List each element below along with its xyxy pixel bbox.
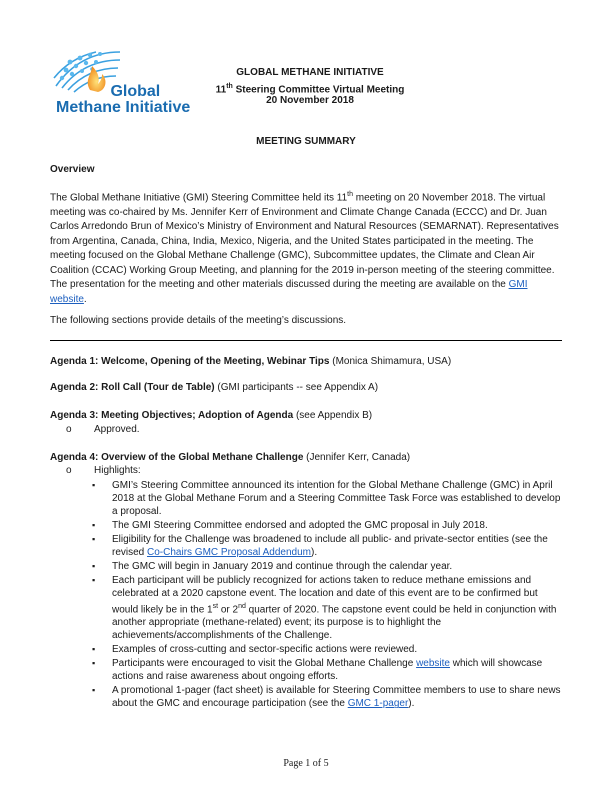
meeting-date: 20 November 2018 <box>266 95 354 106</box>
list-item: ▪ The GMI Steering Committee endorsed and adopted the GMC proposal in July 2018. <box>112 519 562 532</box>
section-divider <box>50 340 562 341</box>
agenda-item-1: Agenda 1: Welcome, Opening of the Meeting, Webinar Tips (Monica Shimamura, USA) <box>50 356 452 367</box>
page-title: MEETING SUMMARY <box>256 136 356 147</box>
agenda-4-bullet: o <box>66 465 72 476</box>
list-item: ▪ Eligibility for the Challenge was broadened to include all public- and private-sector entities (see the revised Co-Chairs GMC Proposal Addendum). <box>112 533 562 559</box>
proposal-addendum-link[interactable]: Co-Chairs GMC Proposal Addendum <box>147 547 311 558</box>
overview-heading: Overview <box>50 164 95 175</box>
overview-paragraph: The Global Methane Initiative (GMI) Steering Committee held its 11th meeting on 20 November 2018. The virtual meeting was co-chaired by Ms. Jennifer Kerr of Environment and Climate Change Canada (ECCC) and Dr. Juan Carlos Arredondo Brun of Mexico’s Ministry of Environment and Natural Resources (SEMARNAT). Representatives from Argentina, Canada, China, India, Mexico, Nigeria, and the United States participated in the meeting. The meeting focused on the Global Methane Challenge (GMC), Subcommittee updates, the Climate and Clean Air Coalition (CCAC) Working Group Meeting, and planning for the 2019 in-person meeting of the steering committee. The presentation for the meeting and other materials discussed during the meeting are available on the GMI website. <box>50 191 559 305</box>
org-heading: GLOBAL METHANE INITIATIVE <box>236 67 384 78</box>
logo-wordmark: Global Methane Initiative <box>56 83 191 116</box>
agenda-item-2: Agenda 2: Roll Call (Tour de Table) (GMI participants -- see Appendix A) <box>50 382 379 393</box>
list-item: ▪ Examples of cross-cutting and sector-specific actions were reviewed. <box>112 643 562 656</box>
page-number: Page 1 of 5 <box>283 758 329 769</box>
agenda-3-bullet: o <box>66 424 72 435</box>
gmc-1-pager-link[interactable]: GMC 1-pager <box>347 698 409 710</box>
list-item: ▪ Participants were encouraged to visit the Global Methane Challenge website which will showcase actions and raise awareness about ongoing efforts. <box>112 657 562 683</box>
gmc-website-link[interactable]: website <box>416 658 450 670</box>
agenda-item-4: Agenda 4: Overview of the Global Methane Challenge (Jennifer Kerr, Canada) <box>50 452 411 463</box>
highlights-list <box>112 479 562 711</box>
list-item: ▪ The GMC will begin in January 2019 and continue through the calendar year. <box>112 560 562 573</box>
meeting-heading: 11th Steering Committee Virtual Meeting <box>215 83 405 96</box>
list-item: ▪ Each participant will be publicly recognized for actions taken to reduce methane emissions and celebrated at a 2020 capstone event. The location and date of this event are to be confirmed but would likely be in the 1st or 2nd quarter of 2020. The capstone event could be held in conjunction with another appropriate (methane-related) event; its purpose is to highlight the achievements/accomplishments of the Challenge. <box>112 574 562 642</box>
gmi-website-link[interactable]: GMI website <box>50 279 528 305</box>
agenda-3-approved: Approved. <box>94 424 140 435</box>
overview-paragraph-2: The following sections provide details of the meeting’s discussions. <box>50 315 347 326</box>
list-item: ▪ GMI’s Steering Committee announced its intention for the Global Methane Challenge (GMC) in April 2018 at the Global Methane Forum and a Steering Committee Task Force was established to develop a proposal. <box>112 479 562 518</box>
agenda-item-3: Agenda 3: Meeting Objectives; Adoption of Agenda (see Appendix B) <box>50 410 373 421</box>
agenda-4-highlights: Highlights: <box>94 465 141 476</box>
list-item: ▪ A promotional 1-pager (fact sheet) is available for Steering Committee members to use to share news about the GMC and encourage participation (see the GMC 1-pager). <box>112 684 562 710</box>
